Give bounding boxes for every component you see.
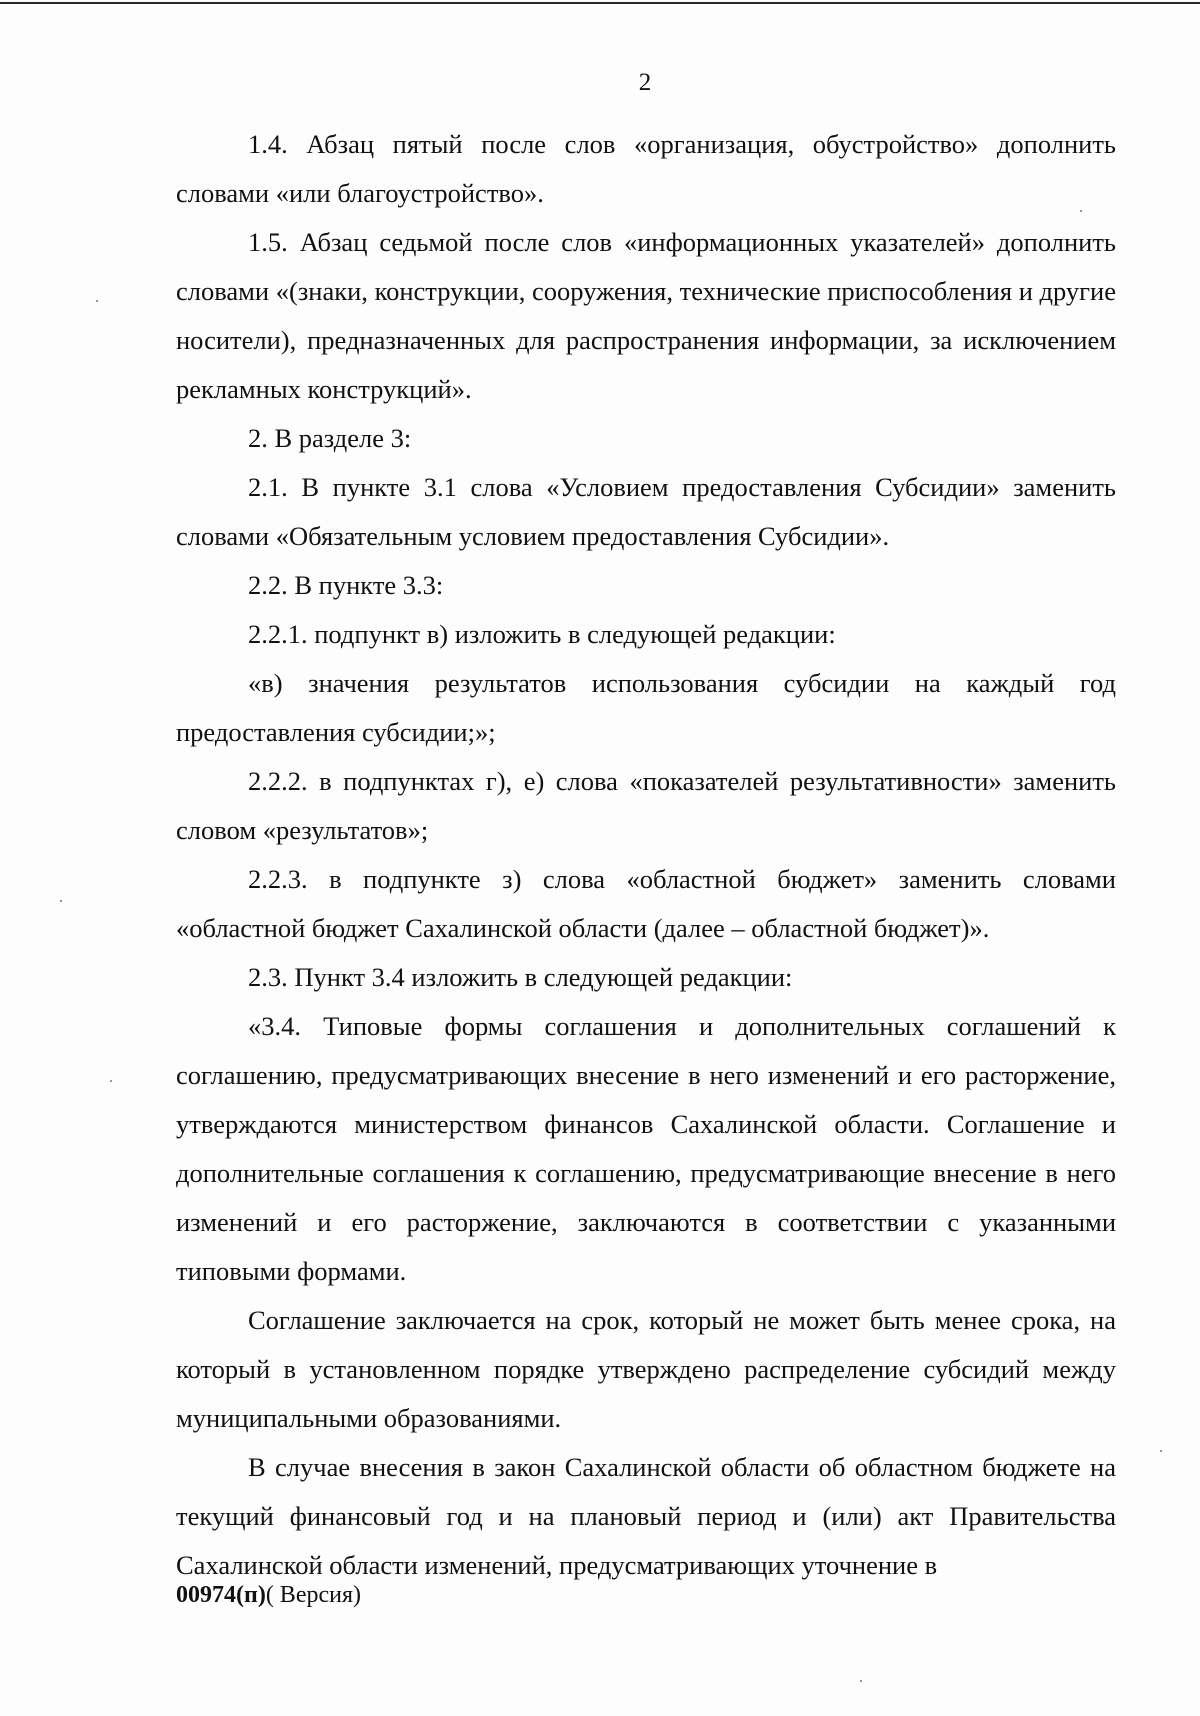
scan-speckle <box>1080 210 1082 212</box>
paragraph-2-2-1: 2.2.1. подпункт в) изложить в следующей редакции: <box>248 619 836 649</box>
scan-speckle <box>860 1680 862 1682</box>
paragraph-1-5: 1.5. Абзац седьмой после слов «информационных указателей» дополнить словами «(знаки, конструкции, сооружения, технические приспособления и другие носители), предназначенных для распространения информации, за исключением рекламных конструкций». <box>176 227 1116 404</box>
scan-speckle <box>1160 1450 1162 1452</box>
paragraph-agreement-term: Соглашение заключается на срок, который не может быть менее срока, на который в установленном порядке утверждено распределение субсидий между муниципальными образованиями. <box>176 1305 1116 1433</box>
paragraph-1-4: 1.4. Абзац пятый после слов «организация, обустройство» дополнить словами «или благоустройство». <box>176 129 1116 208</box>
scan-speckle <box>110 1080 112 1082</box>
document-version-footer <box>176 1582 361 1609</box>
paragraph-2: 2. В разделе 3: <box>248 423 412 453</box>
paragraph-2-2-1-text: «в) значения результатов использования субсидии на каждый год предоставления субсидии;»; <box>176 668 1116 747</box>
document-body <box>176 120 1116 1590</box>
version-label: ( Версия) <box>265 1582 361 1608</box>
paragraph-2-3: 2.3. Пункт 3.4 изложить в следующей редакции: <box>248 962 793 992</box>
paragraph-2-2-3: 2.2.3. в подпункте з) слова «областной бюджет» заменить словами «областной бюджет Сахалинской области (далее – областной бюджет)». <box>176 864 1116 943</box>
paragraph-2-2-2: 2.2.2. в подпунктах г), е) слова «показателей результативности» заменить словом «результатов»; <box>176 766 1116 845</box>
paragraph-3-4-quote: «3.4. Типовые формы соглашения и дополнительных соглашений к соглашению, предусматривающих внесение в него изменений и его расторжение, утверждаются министерством финансов Сахалинской области. Соглашение и дополнительные соглашения к соглашению, предусматривающие внесение в него изменений и его расторжение, заключаются в соответствии с указанными типовыми формами. <box>176 1011 1116 1286</box>
scan-speckle <box>60 900 62 902</box>
scan-speckle <box>96 300 98 302</box>
scan-top-edge <box>0 2 1200 4</box>
document-code: 00974(п) <box>176 1582 266 1608</box>
page-number: 2 <box>638 69 652 96</box>
paragraph-2-2: 2.2. В пункте 3.3: <box>248 570 444 600</box>
paragraph-2-1: 2.1. В пункте 3.1 слова «Условием предоставления Субсидии» заменить словами «Обязательным условием предоставления Субсидии». <box>176 472 1116 551</box>
paragraph-budget-changes: В случае внесения в закон Сахалинской области об областном бюджете на текущий финансовый год и на плановый период и (или) акт Правительства Сахалинской области изменений, предусматривающих уточнение в <box>176 1452 1116 1580</box>
